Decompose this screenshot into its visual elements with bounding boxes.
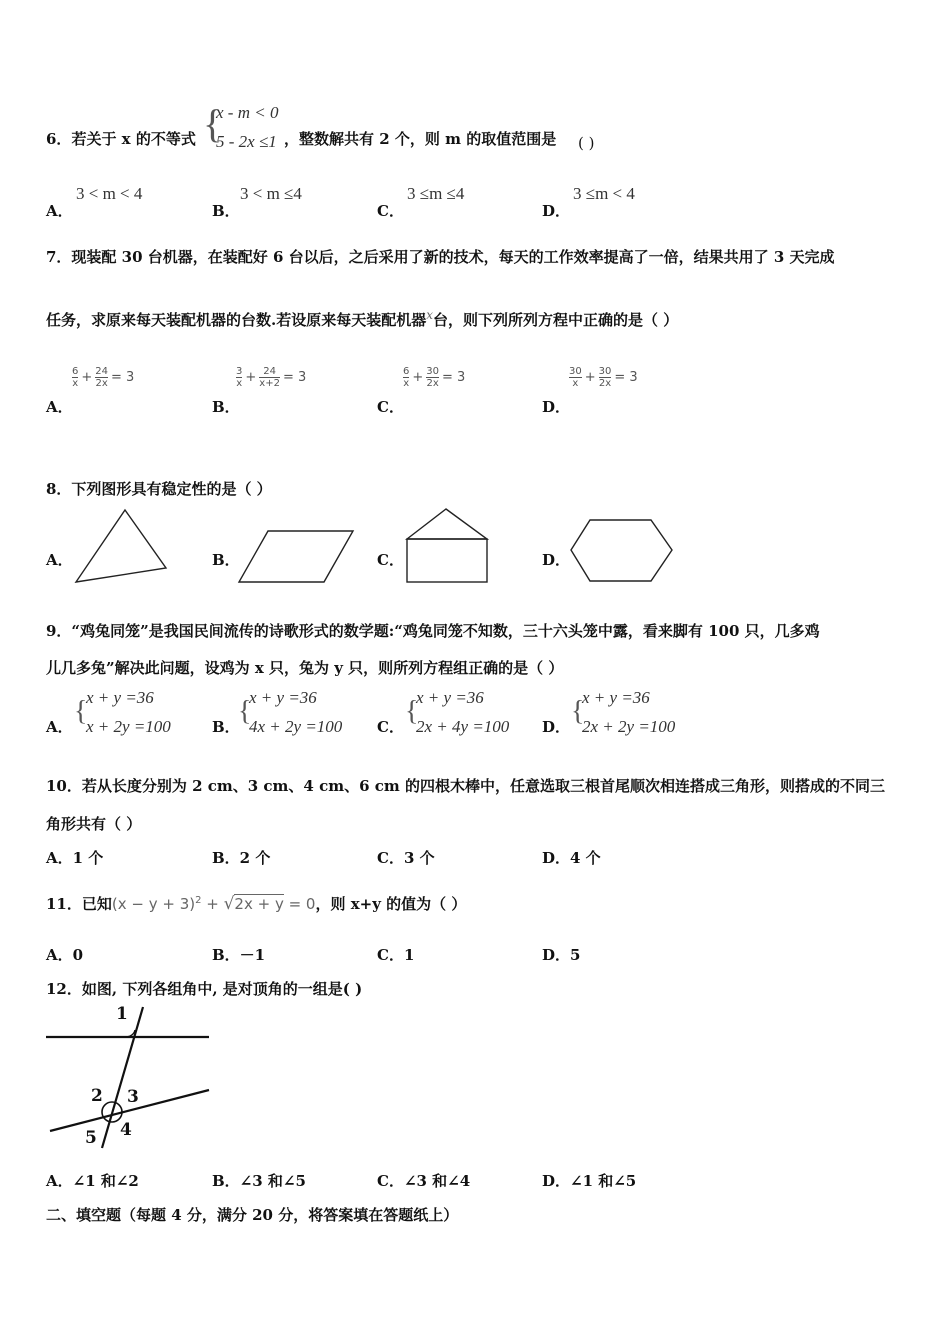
q6-option-a-label[interactable]: A．	[46, 202, 73, 220]
q9-option-d-l2[interactable]: 2x + 2y =100	[582, 717, 676, 736]
q6-option-b[interactable]: 3 < m ≤4	[240, 184, 302, 203]
q11-option-c[interactable]: C．1	[377, 946, 415, 964]
q10-line2: 角形共有（ ）	[46, 815, 142, 833]
q7-option-a[interactable]: $\frac{6}{x}$ + $\frac{24}{2x}$ = 3	[72, 366, 135, 389]
q12-label-1: 1	[116, 1004, 128, 1024]
q9-option-c-l1[interactable]: x + y =36	[416, 688, 484, 707]
q6-paren: ( )	[578, 134, 595, 152]
q9-line2: 儿几多兔”解决此问题，设鸡为 x 只，兔为 y 只，则所列方程组正确的是（ ）	[46, 659, 564, 677]
q9-option-b-brace: {	[238, 696, 252, 727]
q9-option-d-brace: {	[571, 696, 585, 727]
q6-option-d-label[interactable]: D．	[542, 202, 571, 220]
q7-option-c[interactable]: $\frac{6}{x}$ + $\frac{30}{2x}$ = 3	[403, 366, 466, 389]
q9-option-b-l1[interactable]: x + y =36	[249, 688, 317, 707]
q10-option-c[interactable]: C．3 个	[377, 849, 435, 867]
q7-option-c-label[interactable]: C．	[377, 398, 404, 416]
q8-stem: 8．下列图形具有稳定性的是（ ）	[46, 480, 272, 498]
q12-option-c[interactable]: C．∠3 和∠4	[377, 1172, 471, 1190]
q6-sys-line1: x - m < 0	[216, 103, 279, 122]
q7-option-b[interactable]: $\frac{3}{x}$ + $\frac{24}{x+2}$ = 3	[236, 366, 307, 389]
q6-option-c[interactable]: 3 ≤m ≤4	[407, 184, 465, 203]
q9-option-a-brace: {	[74, 696, 88, 727]
q11-option-d[interactable]: D．5	[542, 946, 581, 964]
q10-option-a[interactable]: A．1 个	[46, 849, 104, 867]
q6-text-b: ，整数解共有 2 个，则 m 的取值范围是	[284, 130, 557, 148]
q7-option-d[interactable]: $\frac{30}{x}$ + $\frac{30}{2x}$ = 3	[569, 366, 638, 389]
q12-label-4: 4	[120, 1120, 132, 1140]
q12-option-a[interactable]: A．∠1 和∠2	[46, 1172, 139, 1190]
q7-option-d-label[interactable]: D．	[542, 398, 571, 416]
q9-option-c-brace: {	[405, 696, 419, 727]
q6-number: 6．	[46, 130, 72, 148]
q7-option-b-label[interactable]: B．	[212, 398, 240, 416]
q11-prefix: 11．已知	[46, 895, 112, 913]
q6-option-b-label[interactable]: B．	[212, 202, 240, 220]
q9-option-d-label[interactable]: D．	[542, 718, 571, 736]
q6-option-d[interactable]: 3 ≤m < 4	[573, 184, 635, 203]
q12-label-5: 5	[85, 1128, 97, 1148]
q9-option-a-l2[interactable]: x + 2y =100	[86, 717, 171, 736]
q12-option-d[interactable]: D．∠1 和∠5	[542, 1172, 637, 1190]
q6-option-c-label[interactable]: C．	[377, 202, 404, 220]
q6-text-a: 若关于 x 的不等式	[71, 130, 196, 148]
q6-brace: {	[203, 101, 223, 146]
q9-option-d-l1[interactable]: x + y =36	[582, 688, 650, 707]
q8-option-b-label[interactable]: B．	[212, 551, 240, 569]
q9-option-c-label[interactable]: C．	[377, 718, 404, 736]
q10-line1: 10．若从长度分别为 2 cm、3 cm、4 cm、6 cm 的四根木棒中，任意选取三根首尾顺次相连搭成三角形，则搭成的不同三	[46, 777, 885, 795]
q11-option-b[interactable]: B．－1	[212, 946, 266, 964]
q9-option-a-label[interactable]: A．	[46, 718, 73, 736]
q7-line2b: 台，则下列所列方程中正确的是（ ）	[433, 311, 679, 329]
q11-suffix: ，则 x+y 的值为（ ）	[315, 895, 467, 913]
q12-label-2: 2	[91, 1086, 103, 1106]
q6-option-a[interactable]: 3 < m < 4	[76, 184, 143, 203]
q7-option-a-label[interactable]: A．	[46, 398, 73, 416]
q12-label-3: 3	[127, 1087, 139, 1107]
section-2-heading: 二、填空题（每题 4 分，满分 20 分，将答案填在答题纸上）	[46, 1206, 459, 1224]
q12-option-b[interactable]: B．∠3 和∠5	[212, 1172, 306, 1190]
q10-option-b[interactable]: B．2 个	[212, 849, 271, 867]
q7-line1: 7．现装配 30 台机器，在装配好 6 台以后，之后采用了新的技术，每天的工作效率提高了一倍，结果共用了 3 天完成	[46, 248, 835, 266]
q12-stem: 12．如图, 下列各组角中, 是对顶角的一组是( )	[46, 980, 363, 998]
q9-option-b-label[interactable]: B．	[212, 718, 240, 736]
q9-option-c-l2[interactable]: 2x + 4y =100	[416, 717, 510, 736]
q9-option-b-l2[interactable]: 4x + 2y =100	[249, 717, 343, 736]
q7-line2a: 任务，求原来每天装配机器的台数.若设原来每天装配机器	[46, 311, 427, 329]
q6-sys-line2: 5 - 2x ≤1	[216, 132, 277, 151]
q8-option-d-label[interactable]: D．	[542, 551, 571, 569]
q9-option-a-l1[interactable]: x + y =36	[86, 688, 154, 707]
q11-equation: $(x - y + 3)^2 + √2x + y = 0$	[111, 893, 316, 914]
q9-line1: 9．“鸡兔同笼”是我国民间流传的诗歌形式的数学题:“鸡兔同笼不知数，三十六头笼中露，看来脚有 100 只，几多鸡	[46, 622, 820, 640]
q7-var: x	[426, 308, 434, 322]
q11-option-a[interactable]: A．0	[46, 946, 84, 964]
q8-option-c-label[interactable]: C．	[377, 551, 404, 569]
q8-option-a-label[interactable]: A．	[46, 551, 73, 569]
q10-option-d[interactable]: D．4 个	[542, 849, 601, 867]
